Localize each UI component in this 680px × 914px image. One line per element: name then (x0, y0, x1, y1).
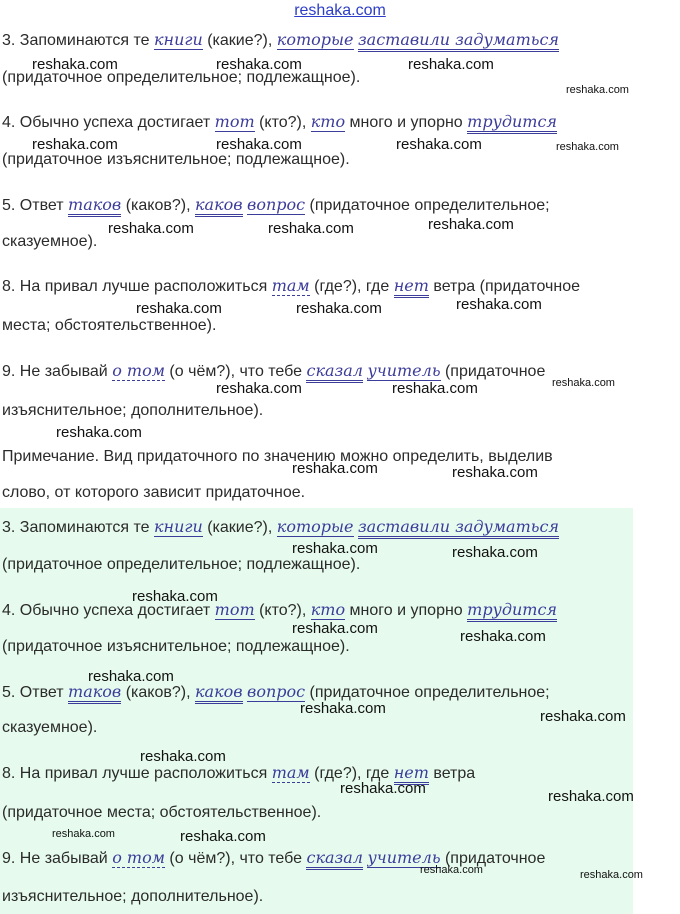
answer-4-word-that: тот (214, 600, 255, 619)
answer-8-explanation: (придаточное места; обстоятельственное). (2, 804, 322, 821)
watermark: reshaka.com (420, 864, 483, 876)
watermark: reshaka.com (32, 136, 118, 153)
answer-5-word-such: таков (68, 682, 121, 704)
sentence-9-line: 9. Не забывай о том (о чём?), что тебе сказал учитель (придаточное (2, 361, 545, 382)
watermark: reshaka.com (292, 460, 378, 477)
answer-9-word-about-that: о том (112, 848, 165, 867)
sentence-5-word-question: вопрос (247, 195, 306, 214)
sentence-4-word-that: тот (214, 112, 255, 131)
watermark: reshaka.com (216, 380, 302, 397)
sentence-3-line: 3. Запоминаются те книги (какие?), которые заставили задуматься (2, 30, 559, 51)
answer-4-line: 4. Обычно успеха достигает тот (кто?), кто много и упорно трудится (2, 600, 557, 621)
watermark: reshaka.com (180, 828, 266, 845)
watermark: reshaka.com (268, 220, 354, 237)
answer-9-word-teacher: учитель (367, 848, 441, 867)
watermark: reshaka.com (52, 828, 115, 840)
answer-3-explanation: (придаточное определительное; подлежащное). (2, 556, 361, 573)
watermark: reshaka.com (216, 56, 302, 73)
sentence-8-word-no: нет (394, 276, 429, 298)
sentence-8-explanation: места; обстоятельственное). (2, 317, 217, 334)
watermark: reshaka.com (136, 300, 222, 317)
sentence-8-word-there: там (271, 276, 310, 295)
sentence-5-explanation: сказуемное). (2, 233, 98, 250)
watermark: reshaka.com (292, 620, 378, 637)
watermark: reshaka.com (132, 588, 218, 605)
answer-8-line: 8. На привал лучше расположиться там (где?), где нет ветра (2, 763, 475, 784)
watermark: reshaka.com (216, 136, 302, 153)
watermark: reshaka.com (566, 84, 629, 96)
answer-5-word-what: каков (195, 682, 243, 704)
watermark: reshaka.com (56, 424, 142, 441)
answer-3-line: 3. Запоминаются те книги (какие?), которые заставили задуматься (2, 517, 559, 538)
site-header-link[interactable]: reshaka.com (294, 2, 386, 19)
sentence-4-word-who: кто (310, 112, 346, 131)
sentence-4-predicate: трудится (467, 112, 557, 134)
watermark: reshaka.com (292, 540, 378, 557)
answer-3-word-which: которые (276, 517, 354, 536)
sentence-3-word-books: книги (153, 30, 203, 49)
watermark: reshaka.com (456, 296, 542, 313)
sentence-9-word-said: сказал (306, 361, 363, 383)
sentence-4-explanation: (придаточное изъяснительное; подлежащное). (2, 151, 350, 168)
watermark: reshaka.com (556, 141, 619, 153)
answer-5-word-question: вопрос (247, 682, 306, 701)
note-line-1: Примечание. Вид придаточного по значению можно определить, выделив (2, 448, 553, 465)
answer-5-line: 5. Ответ таков (каков?), каков вопрос (придаточное определительное; (2, 682, 550, 703)
sentence-3-predicate: заставили задуматься (358, 30, 559, 52)
watermark: reshaka.com (88, 668, 174, 685)
watermark: reshaka.com (300, 700, 386, 717)
sentence-4-line: 4. Обычно успеха достигает тот (кто?), кто много и упорно трудится (2, 112, 557, 133)
sentence-5-line: 5. Ответ таков (каков?), каков вопрос (придаточное определительное; (2, 195, 550, 216)
answer-3-word-books: книги (153, 517, 203, 536)
answer-4-explanation: (придаточное изъяснительное; подлежащное). (2, 638, 350, 655)
answer-9-explanation: изъяснительное; дополнительное). (2, 888, 264, 905)
sentence-5-word-such: таков (68, 195, 121, 217)
answer-9-word-said: сказал (306, 848, 363, 870)
watermark: reshaka.com (460, 628, 546, 645)
watermark: reshaka.com (140, 748, 226, 765)
watermark: reshaka.com (428, 216, 514, 233)
watermark: reshaka.com (540, 708, 626, 725)
watermark: reshaka.com (548, 788, 634, 805)
watermark: reshaka.com (108, 220, 194, 237)
answer-4-word-who: кто (310, 600, 346, 619)
watermark: reshaka.com (580, 869, 643, 881)
watermark: reshaka.com (452, 464, 538, 481)
sentence-3-word-which: которые (276, 30, 354, 49)
answer-3-predicate: заставили задуматься (358, 517, 559, 539)
answer-9-line: 9. Не забывай о том (о чём?), что тебе сказал учитель (придаточное (2, 848, 545, 869)
answer-8-word-there: там (271, 763, 310, 782)
sentence-9-explanation: изъяснительное; дополнительное). (2, 402, 264, 419)
watermark: reshaka.com (452, 544, 538, 561)
note-line-2: слово, от которого зависит придаточное. (2, 484, 306, 501)
sentence-5-word-what: каков (195, 195, 243, 217)
answer-8-word-no: нет (394, 763, 429, 785)
sentence-3-explanation: (придаточное определительное; подлежащное). (2, 69, 361, 86)
sentence-9-word-about-that: о том (112, 361, 165, 380)
watermark: reshaka.com (396, 136, 482, 153)
sentence-9-word-teacher: учитель (367, 361, 441, 380)
watermark: reshaka.com (552, 377, 615, 389)
sentence-8-line: 8. На привал лучше расположиться там (где?), где нет ветра (придаточное (2, 276, 580, 297)
watermark: reshaka.com (392, 380, 478, 397)
answer-4-predicate: трудится (467, 600, 557, 622)
answer-5-explanation: сказуемное). (2, 719, 98, 736)
watermark: reshaka.com (340, 780, 426, 797)
watermark: reshaka.com (32, 56, 118, 73)
watermark: reshaka.com (408, 56, 494, 73)
watermark: reshaka.com (296, 300, 382, 317)
